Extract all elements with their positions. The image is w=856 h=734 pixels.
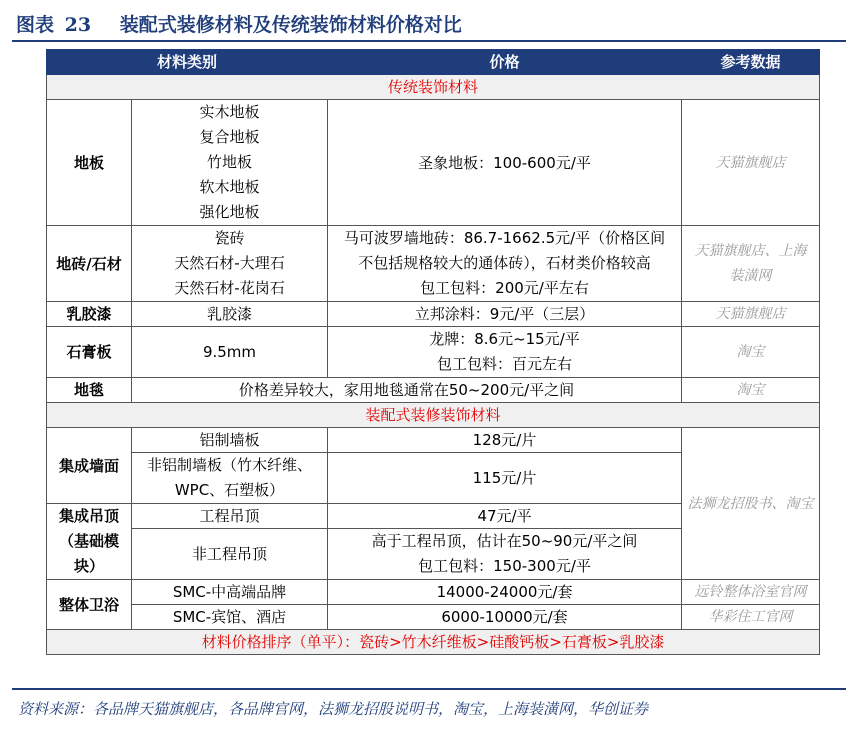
source-footer: [12, 688, 846, 719]
category-wall: 集成墙面: [47, 428, 132, 504]
price-line: 马可波罗墙地砖：86.7-1662.5元/平（价格区间: [343, 229, 666, 247]
figure-title-text: 装配式装修材料及传统装饰材料价格对比: [119, 14, 462, 36]
price-line: 包工包料：百元左右: [437, 355, 573, 373]
category-bathroom: 整体卫浴: [47, 580, 132, 630]
table-row-bathroom-2: [47, 605, 820, 630]
header-reference: 参考数据: [682, 50, 820, 75]
category-floor: 地板: [47, 100, 132, 226]
type-item: 天然石材-大理石: [174, 254, 285, 272]
price-line: 高于工程吊顶，估计在50~90元/平之间: [371, 532, 638, 550]
section-title-traditional: 传统装饰材料: [47, 75, 820, 100]
category-latex: 乳胶漆: [47, 302, 132, 327]
type-wall-aluminum: 铝制墙板: [132, 428, 328, 453]
price-ceiling-engineering: 47元/平: [328, 504, 682, 529]
type-item: 强化地板: [199, 203, 260, 221]
category-line: 块）: [73, 557, 104, 575]
section-row-prefab: [47, 403, 820, 428]
price-comparison-table: [46, 49, 820, 655]
price-line: 包工包料：150-300元/平: [418, 557, 591, 575]
types-tile: [132, 226, 328, 302]
figure-header: [12, 6, 846, 42]
table-row-carpet: [47, 378, 820, 403]
price-bathroom-hotel: 6000-10000元/套: [328, 605, 682, 630]
table-row-tile: [47, 226, 820, 302]
category-line: 集成吊顶: [58, 507, 119, 525]
type-ceiling-engineering: 工程吊顶: [132, 504, 328, 529]
price-latex: 立邦涂料：9元/平（三层）: [328, 302, 682, 327]
type-item: 实木地板: [199, 103, 260, 121]
source-line: 天猫旗舰店、上海: [694, 242, 807, 259]
price-floor: 圣象地板：100-600元/平: [328, 100, 682, 226]
type-item: 瓷砖: [214, 229, 245, 247]
price-wall-nonaluminum: 115元/片: [328, 453, 682, 504]
source-note: 资料来源：各品牌天猫旗舰店，各品牌官网，法狮龙招股说明书，淘宝，上海装潢网，华创证券: [18, 700, 649, 718]
type-ceiling-nonengineering: 非工程吊顶: [132, 529, 328, 580]
type-bathroom-hotel: SMC-宾馆、酒店: [132, 605, 328, 630]
type-latex: 乳胶漆: [132, 302, 328, 327]
type-gypsum: 9.5mm: [132, 327, 328, 378]
price-line: 不包括规格较大的通体砖），石材类价格较高: [358, 254, 651, 272]
type-bathroom-highend: SMC-中高端品牌: [132, 580, 328, 605]
category-ceiling: [47, 504, 132, 580]
section-row-traditional: [47, 75, 820, 100]
category-carpet: 地毯: [47, 378, 132, 403]
source-latex: 天猫旗舰店: [682, 302, 820, 327]
price-bathroom-highend: 14000-24000元/套: [328, 580, 682, 605]
header-row: [47, 50, 820, 75]
price-line: 包工包料：200元/平左右: [420, 279, 589, 297]
type-item: 竹地板: [207, 153, 253, 171]
table-row-latex: [47, 302, 820, 327]
source-bathroom-hotel: 华彩住工官网: [682, 605, 820, 630]
source-tile: [682, 226, 820, 302]
types-floor: [132, 100, 328, 226]
category-line: （基础模: [58, 532, 119, 550]
ranking-row: [47, 630, 820, 655]
type-line: 非铝制墙板（竹木纤维、: [147, 456, 313, 474]
type-item: 软木地板: [199, 178, 260, 196]
table-row-bathroom-1: [47, 580, 820, 605]
price-line: 龙牌：8.6元~15元/平: [429, 330, 580, 348]
type-wall-nonaluminum: [132, 453, 328, 504]
price-tile: [328, 226, 682, 302]
source-carpet: 淘宝: [682, 378, 820, 403]
source-floor: 天猫旗舰店: [682, 100, 820, 226]
section-title-prefab: 装配式装修装饰材料: [47, 403, 820, 428]
header-price: 价格: [328, 50, 682, 75]
table-row-floor: [47, 100, 820, 226]
header-category: 材料类别: [47, 50, 328, 75]
table-row-wall-1: [47, 428, 820, 453]
price-wall-aluminum: 128元/片: [328, 428, 682, 453]
type-line: WPC、石塑板）: [174, 481, 285, 499]
source-bathroom-highend: 远铃整体浴室官网: [682, 580, 820, 605]
price-gypsum: [328, 327, 682, 378]
category-gypsum: 石膏板: [47, 327, 132, 378]
source-line: 装潢网: [729, 267, 772, 284]
price-ranking: 材料价格排序（单平）：瓷砖>竹木纤维板>硅酸钙板>石膏板>乳胶漆: [47, 630, 820, 655]
source-gypsum: 淘宝: [682, 327, 820, 378]
type-item: 复合地板: [199, 128, 260, 146]
price-ceiling-nonengineering: [328, 529, 682, 580]
table-row-gypsum: [47, 327, 820, 378]
figure-number: 23: [64, 14, 92, 36]
type-item: 天然石材-花岗石: [174, 279, 285, 297]
category-tile: 地砖/石材: [47, 226, 132, 302]
source-wall-ceiling: 法狮龙招股书、淘宝: [682, 428, 820, 580]
figure-title: [16, 10, 462, 37]
figure-label: 图表: [16, 14, 55, 36]
price-carpet: 价格差异较大，家用地毯通常在50~200元/平之间: [132, 378, 682, 403]
